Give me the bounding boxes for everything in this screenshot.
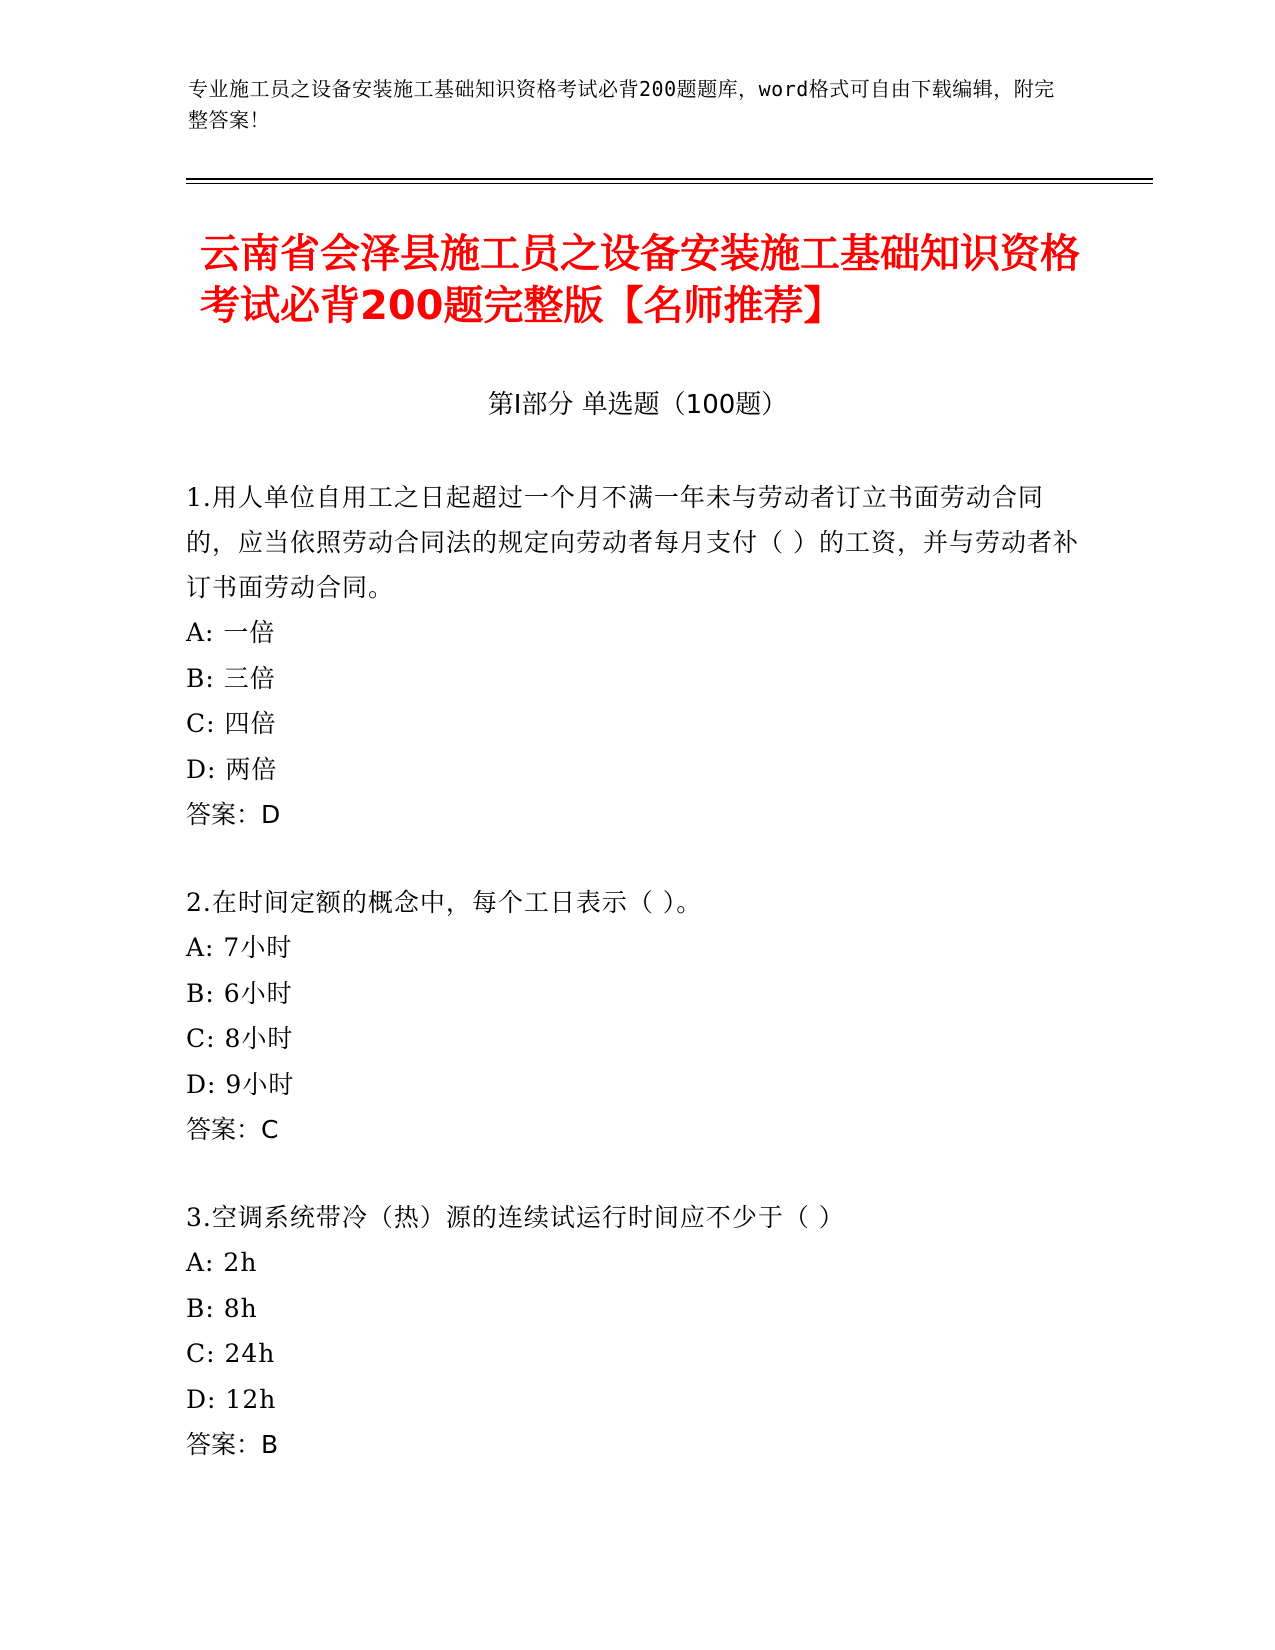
answer: 答案：D bbox=[186, 800, 281, 829]
option-a: A: 一倍 bbox=[186, 618, 276, 647]
option-d: D: 9小时 bbox=[186, 1069, 295, 1099]
question-1 bbox=[186, 475, 1086, 837]
question-2 bbox=[186, 880, 1086, 1152]
option-b: B: 6小时 bbox=[186, 978, 293, 1008]
option-a: A: 7小时 bbox=[186, 933, 293, 962]
answer: 答案：C bbox=[186, 1115, 279, 1144]
header-note: 专业施工员之设备安装施工基础知识资格考试必背200题题库，word格式可自由下载编辑，附完整答案！ bbox=[188, 77, 1055, 132]
question-stem: 3.空调系统带冷（热）源的连续试运行时间应不少于（ ） bbox=[186, 1203, 845, 1232]
option-c: C: 8小时 bbox=[186, 1024, 294, 1053]
option-c: C: 四倍 bbox=[186, 709, 277, 738]
answer: 答案：B bbox=[186, 1430, 279, 1459]
question-stem: 1.用人单位自用工之日起超过一个月不满一年未与劳动者订立书面劳动合同的，应当依照劳动合同法的规定向劳动者每月支付（ ）的工资，并与劳动者补订书面劳动合同。 bbox=[186, 483, 1079, 602]
option-d: D: 12h bbox=[186, 1384, 277, 1414]
header-divider-thick bbox=[186, 178, 1153, 180]
option-a: A: 2h bbox=[186, 1248, 258, 1277]
document-title: 云南省会泽县施工员之设备安装施工基础知识资格考试必背200题完整版【名师推荐】 bbox=[200, 231, 1080, 329]
option-b: B: 8h bbox=[186, 1293, 258, 1323]
option-d: D: 两倍 bbox=[186, 754, 278, 784]
header-divider-thin bbox=[186, 183, 1153, 184]
option-c: C: 24h bbox=[186, 1339, 276, 1368]
option-b: B: 三倍 bbox=[186, 663, 276, 693]
section-title: 第I部分 单选题（100题） bbox=[487, 390, 788, 420]
question-stem: 2.在时间定额的概念中，每个工日表示（ ）。 bbox=[186, 888, 703, 917]
question-3 bbox=[186, 1195, 1086, 1467]
question-list bbox=[186, 475, 1086, 1510]
